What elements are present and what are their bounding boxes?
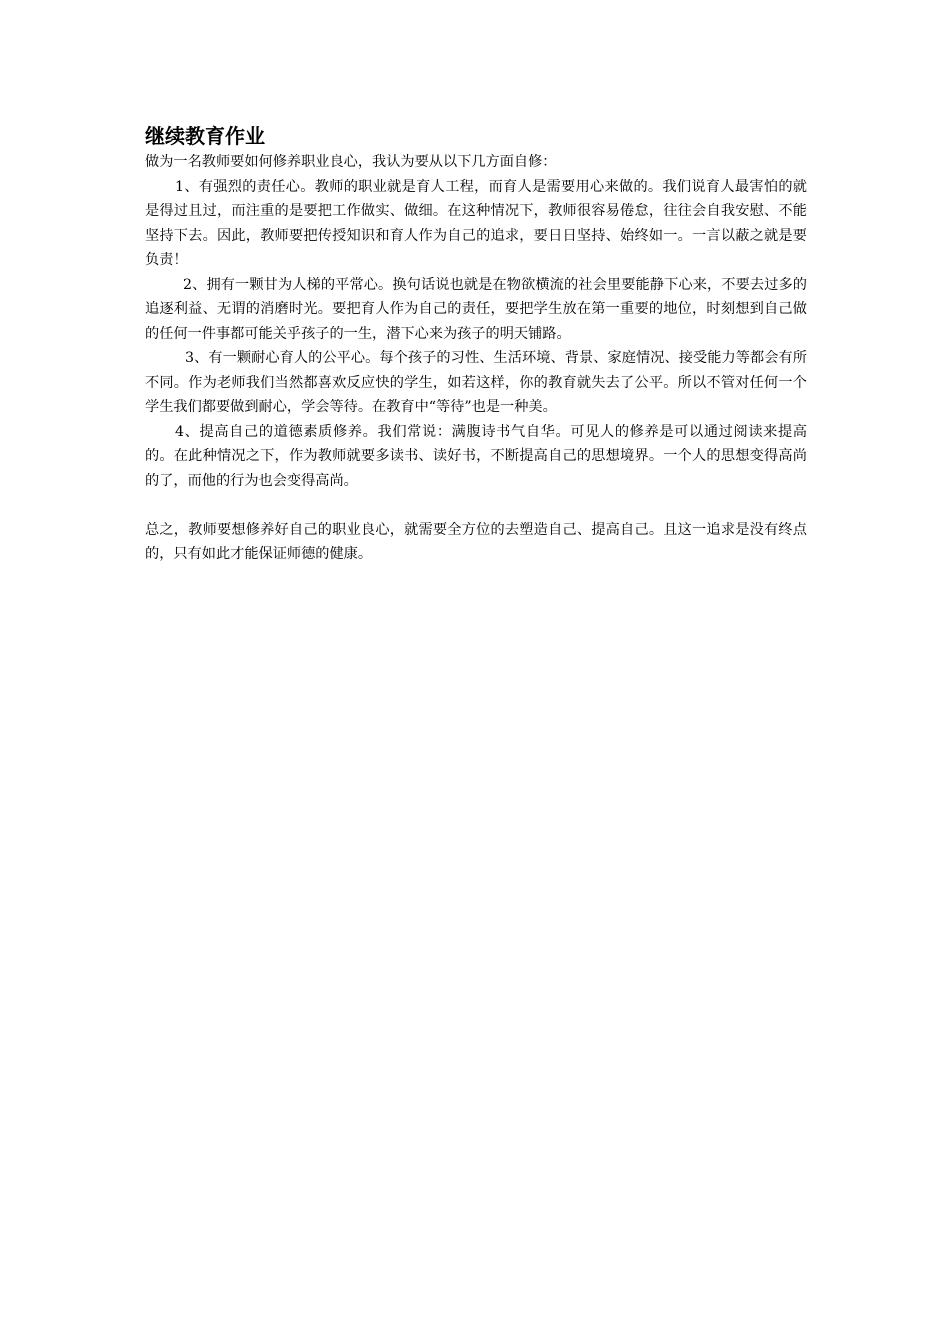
paragraph-spacer	[145, 493, 807, 518]
document-title: 继续教育作业	[145, 124, 265, 148]
point-paragraph-3: 3、有一颗耐心育人的公平心。每个孩子的习性、生活环境、背景、家庭情况、接受能力等都会有所不同。作为老师我们当然都喜欢反应快的学生，如若这样，你的教育就失去了公平。所以不管对任何一个学生我们都要做到耐心，学会等待。在教育中“等待”也是一种美。	[145, 350, 807, 415]
conclusion-paragraph: 总之，教师要想修养好自己的职业良心，就需要全方位的去塑造自己、提高自己。且这一追求是没有终点的，只有如此才能保证师德的健康。	[145, 521, 807, 562]
document-body	[145, 122, 807, 567]
point-paragraph-4: 4、提高自己的道德素质修养。我们常说：满腹诗书气自华。可见人的修养是可以通过阅读来提高的。在此种情况之下，作为教师就要多读书、读好书，不断提高自己的思想境界。一个人的思想变得高尚的了，而他的行为也会变得高尚。	[145, 423, 807, 489]
point-paragraph-2: 2、拥有一颗甘为人梯的平常心。换句话说也就是在物欲横流的社会里要能静下心来，不要去过多的追逐利益、无谓的消磨时光。要把育人作为自己的责任，要把学生放在第一重要的地位，时刻想到自己做的任何一件事都可能关乎孩子的一生，潜下心来为孩子的明天铺路。	[145, 276, 807, 342]
point-paragraph-1: 1、有强烈的责任心。教师的职业就是育人工程，而育人是需要用心来做的。我们说育人最害怕的就是得过且过，而注重的是要把工作做实、做细。在这种情况下，教师很容易倦怠，往往会自我安慰、不能坚持下去。因此，教师要把传授知识和育人作为自己的追求，要日日坚持、始终如一。一言以蔽之就是要负责！	[145, 178, 807, 268]
intro-paragraph: 做为一名教师要如何修养职业良心，我认为要从以下几方面自修：	[145, 154, 557, 170]
